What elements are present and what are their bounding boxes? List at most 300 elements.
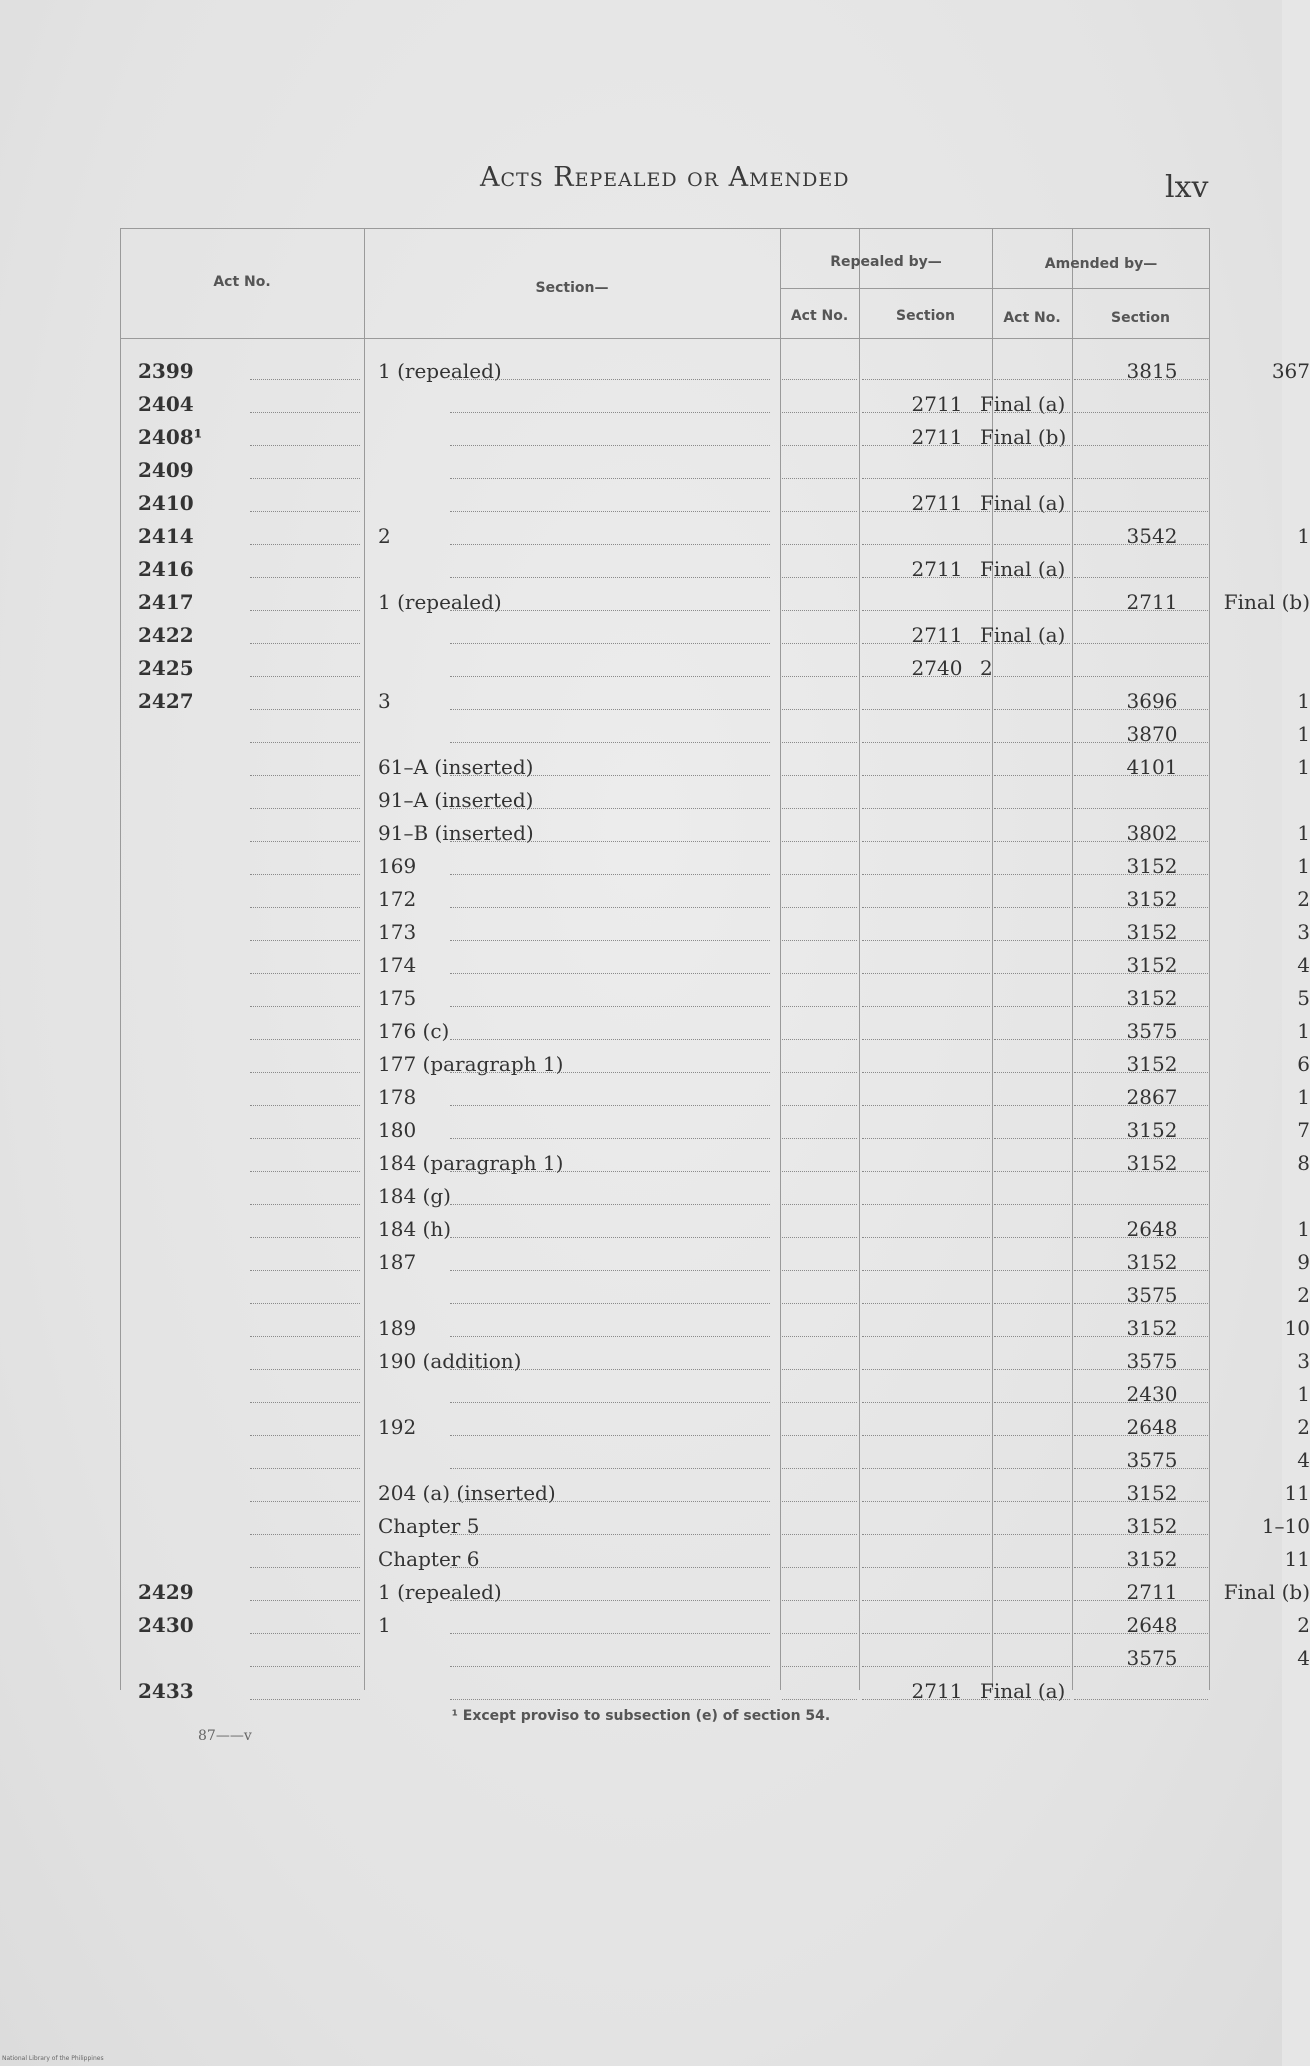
amended-section-cell: 1–10 bbox=[1261, 1514, 1310, 1538]
section-cell bbox=[378, 1280, 893, 1310]
table-row bbox=[120, 1379, 1310, 1409]
amended-act-cell: 3152 bbox=[1126, 887, 1178, 911]
amended-act-cell: 3152 bbox=[1126, 1118, 1178, 1142]
repealed-section-cell bbox=[980, 818, 1100, 848]
table-row bbox=[120, 356, 1310, 386]
repealed-act-cell: 2711 bbox=[911, 623, 963, 647]
act-no-cell bbox=[138, 1181, 360, 1211]
amended-act-cell: 3152 bbox=[1126, 986, 1178, 1010]
repealed-section-cell bbox=[980, 1478, 1100, 1508]
table-row bbox=[120, 620, 1210, 650]
amended-section-cell: 3 bbox=[1297, 920, 1310, 944]
amended-act-cell: 3802 bbox=[1126, 821, 1178, 845]
amended-act-cell: 3870 bbox=[1126, 722, 1178, 746]
table-row bbox=[120, 389, 1210, 419]
amended-section-cell: 1 bbox=[1297, 524, 1310, 548]
act-no-cell bbox=[138, 1214, 360, 1244]
amended-section-cell bbox=[1200, 488, 1310, 518]
act-no-cell bbox=[138, 1016, 360, 1046]
act-no-cell bbox=[138, 1544, 360, 1574]
table-row bbox=[120, 1247, 1310, 1277]
section-cell bbox=[378, 389, 893, 419]
repealed-section-cell bbox=[980, 1115, 1100, 1145]
amended-section-cell bbox=[1200, 785, 1310, 815]
repealed-section-cell bbox=[980, 950, 1100, 980]
act-no-cell bbox=[138, 1049, 360, 1079]
repealed-section-cell bbox=[980, 1346, 1100, 1376]
repealed-section-cell bbox=[980, 917, 1100, 947]
amended-act-cell: 3696 bbox=[1126, 689, 1178, 713]
table-row bbox=[120, 818, 1310, 848]
table-row bbox=[120, 1643, 1310, 1673]
amended-section-cell: 7 bbox=[1297, 1118, 1310, 1142]
section-cell: 172 bbox=[378, 887, 417, 911]
amended-act-cell bbox=[1112, 653, 1192, 683]
repealed-section-cell bbox=[980, 719, 1100, 749]
act-no-cell: 2430 bbox=[138, 1613, 194, 1637]
repealed-act-cell bbox=[902, 1313, 972, 1343]
act-no-cell bbox=[138, 884, 360, 914]
table-row bbox=[120, 1610, 1310, 1640]
amended-act-cell: 3152 bbox=[1126, 920, 1178, 944]
repealed-section-cell bbox=[980, 1610, 1100, 1640]
amended-act-cell bbox=[1112, 785, 1192, 815]
amended-section-cell: 1 bbox=[1297, 1382, 1310, 1406]
amended-act-cell bbox=[1112, 1676, 1192, 1706]
amended-section-cell: 11 bbox=[1284, 1481, 1310, 1505]
amended-act-cell bbox=[1112, 554, 1192, 584]
repealed-section-cell bbox=[980, 1445, 1100, 1475]
section-cell: 2 bbox=[378, 524, 391, 548]
repealed-act-cell bbox=[902, 356, 972, 386]
table-row bbox=[120, 1280, 1310, 1310]
amended-act-cell: 3575 bbox=[1126, 1283, 1178, 1307]
act-no-cell bbox=[138, 950, 360, 980]
repealed-section-cell bbox=[980, 1280, 1100, 1310]
repealed-act-cell: 2711 bbox=[911, 557, 963, 581]
repealed-act-cell bbox=[902, 1577, 972, 1607]
act-no-cell bbox=[138, 1346, 360, 1376]
section-cell: 178 bbox=[378, 1085, 417, 1109]
repealed-act-cell: 2711 bbox=[911, 392, 963, 416]
repealed-section-cell bbox=[980, 1082, 1100, 1112]
repealed-section-cell bbox=[980, 686, 1100, 716]
repealed-act-cell: 2711 bbox=[911, 491, 963, 515]
section-cell: 169 bbox=[378, 854, 417, 878]
amended-section-cell: 4 bbox=[1297, 953, 1310, 977]
subheader-amended-section: Section bbox=[1111, 310, 1170, 326]
table-row bbox=[120, 1511, 1310, 1541]
table-row bbox=[120, 752, 1310, 782]
table-row bbox=[120, 1313, 1310, 1343]
act-no-cell bbox=[138, 1148, 360, 1178]
amended-section-cell: 1 bbox=[1297, 1085, 1310, 1109]
table-row bbox=[120, 554, 1210, 584]
amended-act-cell bbox=[1112, 455, 1192, 485]
repealed-act-cell bbox=[902, 1280, 972, 1310]
amended-section-cell: 2 bbox=[1297, 1283, 1310, 1307]
section-cell: 180 bbox=[378, 1118, 417, 1142]
amended-section-cell: Final (b) bbox=[1223, 590, 1310, 614]
repealed-section-cell bbox=[980, 1544, 1100, 1574]
act-no-cell bbox=[138, 851, 360, 881]
section-cell: 175 bbox=[378, 986, 417, 1010]
amended-section-cell: 4 bbox=[1297, 1646, 1310, 1670]
act-no-cell bbox=[138, 1478, 360, 1508]
section-cell: 184 (g) bbox=[378, 1184, 451, 1208]
table-row bbox=[120, 884, 1310, 914]
act-no-cell bbox=[138, 983, 360, 1013]
repealed-act-cell: 2740 bbox=[911, 656, 963, 680]
act-no-cell bbox=[138, 752, 360, 782]
repealed-act-cell bbox=[902, 1643, 972, 1673]
amended-section-cell bbox=[1200, 422, 1310, 452]
repealed-act-cell bbox=[902, 1610, 972, 1640]
repealed-section-cell bbox=[980, 851, 1100, 881]
header-section: Section— bbox=[535, 280, 609, 296]
section-cell: 1 (repealed) bbox=[378, 590, 502, 614]
repealed-section-cell bbox=[980, 785, 1100, 815]
amended-section-cell bbox=[1200, 455, 1310, 485]
act-no-cell: 2425 bbox=[138, 656, 194, 680]
amended-section-cell: 10 bbox=[1284, 1316, 1310, 1340]
table-row bbox=[120, 1082, 1310, 1112]
amended-act-cell: 2648 bbox=[1126, 1613, 1178, 1637]
repealed-act-cell bbox=[902, 521, 972, 551]
amended-act-cell bbox=[1112, 1181, 1192, 1211]
amended-act-cell: 3152 bbox=[1126, 854, 1178, 878]
amended-section-cell: 1 bbox=[1297, 1019, 1310, 1043]
section-cell bbox=[378, 653, 893, 683]
repealed-section-cell bbox=[980, 1412, 1100, 1442]
repealed-act-cell bbox=[902, 884, 972, 914]
amended-act-cell: 3152 bbox=[1126, 1151, 1178, 1175]
repealed-section-cell bbox=[980, 1181, 1100, 1211]
amended-section-cell: 3 bbox=[1297, 1349, 1310, 1373]
amended-act-cell: 3152 bbox=[1126, 1481, 1178, 1505]
amended-section-cell: 2 bbox=[1297, 887, 1310, 911]
amended-act-cell: 3152 bbox=[1126, 953, 1178, 977]
act-no-cell bbox=[138, 719, 360, 749]
act-no-cell bbox=[138, 1082, 360, 1112]
repealed-act-cell bbox=[902, 1247, 972, 1277]
repealed-act-cell bbox=[902, 1544, 972, 1574]
table-row bbox=[120, 488, 1210, 518]
act-no-cell bbox=[138, 1643, 360, 1673]
repealed-section-cell bbox=[980, 587, 1100, 617]
section-cell: 189 bbox=[378, 1316, 417, 1340]
table-row bbox=[120, 1676, 1210, 1706]
act-no-cell bbox=[138, 1115, 360, 1145]
repealed-section-cell bbox=[980, 1379, 1100, 1409]
amended-section-cell bbox=[1200, 1676, 1310, 1706]
amended-act-cell: 2711 bbox=[1126, 1580, 1178, 1604]
repealed-act-cell bbox=[902, 983, 972, 1013]
section-cell: 173 bbox=[378, 920, 417, 944]
repealed-act-cell bbox=[902, 686, 972, 716]
amended-section-cell: 2 bbox=[1297, 1613, 1310, 1637]
amended-section-cell: 4 bbox=[1297, 1448, 1310, 1472]
amended-section-cell: 8 bbox=[1297, 1151, 1310, 1175]
table-row bbox=[120, 1115, 1310, 1145]
act-no-cell: 2408¹ bbox=[138, 425, 203, 449]
amended-section-cell: 11 bbox=[1284, 1547, 1310, 1571]
header-repealed-by: Repealed by— bbox=[830, 254, 942, 270]
repealed-section-cell: 2 bbox=[980, 656, 993, 680]
amended-act-cell: 2867 bbox=[1126, 1085, 1178, 1109]
amended-act-cell: 3152 bbox=[1126, 1547, 1178, 1571]
section-cell bbox=[378, 422, 893, 452]
section-cell bbox=[378, 1379, 893, 1409]
repealed-act-cell bbox=[902, 851, 972, 881]
repealed-act-cell bbox=[902, 1346, 972, 1376]
section-cell: 91–A (inserted) bbox=[378, 788, 534, 812]
footnote: ¹ Except proviso to subsection (e) of section 54. bbox=[451, 1708, 831, 1724]
repealed-act-cell bbox=[902, 785, 972, 815]
amended-section-cell: 367 bbox=[1271, 359, 1310, 383]
repealed-act-cell bbox=[902, 818, 972, 848]
repealed-section-cell bbox=[980, 1247, 1100, 1277]
header-act-no: Act No. bbox=[213, 274, 271, 290]
table-row bbox=[120, 1445, 1310, 1475]
amended-act-cell: 3575 bbox=[1126, 1349, 1178, 1373]
table-row bbox=[120, 653, 1210, 683]
repealed-section-cell bbox=[980, 1577, 1100, 1607]
subheader-repealed-section: Section bbox=[896, 308, 955, 324]
repealed-act-cell bbox=[902, 1181, 972, 1211]
repealed-section-cell: Final (a) bbox=[980, 1679, 1066, 1703]
repealed-section-cell: Final (a) bbox=[980, 623, 1066, 647]
section-cell bbox=[378, 620, 893, 650]
repealed-section-cell bbox=[980, 521, 1100, 551]
table-row bbox=[120, 1544, 1310, 1574]
table-row bbox=[120, 1016, 1310, 1046]
amended-act-cell: 2711 bbox=[1126, 590, 1178, 614]
table-row bbox=[120, 719, 1310, 749]
acts-table bbox=[120, 228, 1310, 1703]
repealed-act-cell bbox=[902, 752, 972, 782]
amended-section-cell: 2 bbox=[1297, 1415, 1310, 1439]
section-cell: 176 (c) bbox=[378, 1019, 450, 1043]
repealed-section-cell: Final (a) bbox=[980, 491, 1066, 515]
amended-act-cell: 3152 bbox=[1126, 1052, 1178, 1076]
table-row bbox=[120, 917, 1310, 947]
table-row bbox=[120, 785, 1210, 815]
table-row bbox=[120, 983, 1310, 1013]
repealed-section-cell: Final (a) bbox=[980, 557, 1066, 581]
section-cell: 204 (a) (inserted) bbox=[378, 1481, 556, 1505]
amended-section-cell bbox=[1200, 554, 1310, 584]
amended-act-cell: 2648 bbox=[1126, 1217, 1178, 1241]
section-cell bbox=[378, 719, 893, 749]
amended-section-cell bbox=[1200, 1181, 1310, 1211]
repealed-act-cell bbox=[902, 1016, 972, 1046]
amended-act-cell: 2648 bbox=[1126, 1415, 1178, 1439]
table-row bbox=[120, 422, 1210, 452]
act-no-cell: 2410 bbox=[138, 491, 194, 515]
amended-section-cell: 1 bbox=[1297, 755, 1310, 779]
repealed-act-cell bbox=[902, 1214, 972, 1244]
act-no-cell bbox=[138, 818, 360, 848]
repealed-act-cell bbox=[902, 917, 972, 947]
act-no-cell bbox=[138, 785, 360, 815]
amended-section-cell: 5 bbox=[1297, 986, 1310, 1010]
act-no-cell: 2409 bbox=[138, 458, 194, 482]
repealed-section-cell bbox=[980, 983, 1100, 1013]
repealed-section-cell bbox=[980, 356, 1100, 386]
table-row bbox=[120, 1049, 1310, 1079]
act-no-cell: 2429 bbox=[138, 1580, 194, 1604]
repealed-act-cell bbox=[902, 1082, 972, 1112]
amended-act-cell: 4101 bbox=[1126, 755, 1178, 779]
amended-act-cell bbox=[1112, 488, 1192, 518]
amended-section-cell: 1 bbox=[1297, 1217, 1310, 1241]
act-no-cell: 2433 bbox=[138, 1679, 194, 1703]
repealed-act-cell: 2711 bbox=[911, 425, 963, 449]
section-cell bbox=[378, 455, 893, 485]
table-row bbox=[120, 587, 1310, 617]
repealed-act-cell bbox=[902, 1049, 972, 1079]
amended-section-cell bbox=[1200, 653, 1310, 683]
repealed-section-cell bbox=[980, 1511, 1100, 1541]
repealed-section-cell: Final (b) bbox=[980, 425, 1067, 449]
amended-section-cell: 1 bbox=[1297, 689, 1310, 713]
amended-act-cell: 3152 bbox=[1126, 1514, 1178, 1538]
act-no-cell: 2422 bbox=[138, 623, 194, 647]
table-row bbox=[120, 1346, 1310, 1376]
amended-section-cell: 6 bbox=[1297, 1052, 1310, 1076]
section-cell: 91–B (inserted) bbox=[378, 821, 534, 845]
amended-section-cell: 1 bbox=[1297, 821, 1310, 845]
act-no-cell: 2416 bbox=[138, 557, 194, 581]
subheader-amended-act: Act No. bbox=[1003, 310, 1061, 326]
table-row bbox=[120, 455, 1210, 485]
section-cell: 174 bbox=[378, 953, 417, 977]
act-no-cell: 2414 bbox=[138, 524, 194, 548]
repealed-act-cell bbox=[902, 455, 972, 485]
repealed-act-cell bbox=[902, 950, 972, 980]
section-cell: Chapter 6 bbox=[378, 1547, 480, 1571]
table-row bbox=[120, 950, 1310, 980]
act-no-cell bbox=[138, 1445, 360, 1475]
repealed-section-cell bbox=[980, 1148, 1100, 1178]
amended-section-cell: Final (b) bbox=[1223, 1580, 1310, 1604]
amended-section-cell bbox=[1200, 389, 1310, 419]
act-no-cell bbox=[138, 1379, 360, 1409]
section-cell bbox=[378, 488, 893, 518]
repealed-act-cell: 2711 bbox=[911, 1679, 963, 1703]
table-row bbox=[120, 851, 1310, 881]
act-no-cell: 2399 bbox=[138, 359, 194, 383]
act-no-cell: 2427 bbox=[138, 689, 194, 713]
amended-act-cell: 3575 bbox=[1126, 1019, 1178, 1043]
section-cell: 187 bbox=[378, 1250, 417, 1274]
act-no-cell bbox=[138, 917, 360, 947]
section-cell: 184 (h) bbox=[378, 1217, 452, 1241]
amended-act-cell: 3152 bbox=[1126, 1316, 1178, 1340]
amended-section-cell: 9 bbox=[1297, 1250, 1310, 1274]
table-row bbox=[120, 1181, 1210, 1211]
section-cell bbox=[378, 1643, 893, 1673]
table-row bbox=[120, 521, 1310, 551]
amended-act-cell: 3152 bbox=[1126, 1250, 1178, 1274]
repealed-act-cell bbox=[902, 719, 972, 749]
repealed-section-cell bbox=[980, 455, 1100, 485]
section-cell: 61–A (inserted) bbox=[378, 755, 534, 779]
table-row bbox=[120, 686, 1310, 716]
repealed-act-cell bbox=[902, 1379, 972, 1409]
repealed-act-cell bbox=[902, 1148, 972, 1178]
act-no-cell: 2404 bbox=[138, 392, 194, 416]
repealed-section-cell bbox=[980, 884, 1100, 914]
amended-act-cell: 3575 bbox=[1126, 1646, 1178, 1670]
act-no-cell: 2417 bbox=[138, 590, 194, 614]
amended-act-cell: 3815 bbox=[1126, 359, 1178, 383]
section-cell: 177 (paragraph 1) bbox=[378, 1052, 564, 1076]
header-amended-by: Amended by— bbox=[1044, 256, 1158, 272]
section-cell: 1 bbox=[378, 1613, 391, 1637]
table-row bbox=[120, 1148, 1310, 1178]
act-no-cell bbox=[138, 1247, 360, 1277]
amended-act-cell: 3542 bbox=[1126, 524, 1178, 548]
repealed-section-cell bbox=[980, 752, 1100, 782]
repealed-act-cell bbox=[902, 1412, 972, 1442]
repealed-section-cell: Final (a) bbox=[980, 392, 1066, 416]
repealed-section-cell bbox=[980, 1049, 1100, 1079]
amended-act-cell bbox=[1112, 422, 1192, 452]
repealed-section-cell bbox=[980, 1643, 1100, 1673]
section-cell: Chapter 5 bbox=[378, 1514, 480, 1538]
amended-section-cell bbox=[1200, 620, 1310, 650]
signature-mark: 87——v bbox=[198, 1728, 252, 1744]
section-cell bbox=[378, 554, 893, 584]
section-cell: 192 bbox=[378, 1415, 417, 1439]
act-no-cell bbox=[138, 1511, 360, 1541]
act-no-cell bbox=[138, 1412, 360, 1442]
repealed-act-cell bbox=[902, 1445, 972, 1475]
page-number: lxv bbox=[1165, 170, 1209, 205]
section-cell: 184 (paragraph 1) bbox=[378, 1151, 564, 1175]
table-row bbox=[120, 1214, 1310, 1244]
table-row bbox=[120, 1577, 1310, 1607]
act-no-cell bbox=[138, 1313, 360, 1343]
section-cell bbox=[378, 1445, 893, 1475]
amended-act-cell: 3575 bbox=[1126, 1448, 1178, 1472]
table-row bbox=[120, 1412, 1310, 1442]
amended-act-cell: 2430 bbox=[1126, 1382, 1178, 1406]
library-imprint: National Library of the Philippines bbox=[2, 2055, 104, 2062]
repealed-act-cell bbox=[902, 1115, 972, 1145]
section-cell: 190 (addition) bbox=[378, 1349, 522, 1373]
repealed-section-cell bbox=[980, 1313, 1100, 1343]
repealed-act-cell bbox=[902, 587, 972, 617]
amended-act-cell bbox=[1112, 620, 1192, 650]
section-cell: 1 (repealed) bbox=[378, 1580, 502, 1604]
running-title: Acts Repealed or Amended bbox=[480, 162, 850, 193]
amended-section-cell: 1 bbox=[1297, 722, 1310, 746]
amended-act-cell bbox=[1112, 389, 1192, 419]
section-cell: 3 bbox=[378, 689, 391, 713]
table-row bbox=[120, 1478, 1310, 1508]
repealed-act-cell bbox=[902, 1478, 972, 1508]
repealed-section-cell bbox=[980, 1214, 1100, 1244]
subheader-repealed-act: Act No. bbox=[790, 308, 849, 324]
repealed-act-cell bbox=[902, 1511, 972, 1541]
amended-section-cell: 1 bbox=[1297, 854, 1310, 878]
section-cell bbox=[378, 1676, 893, 1706]
repealed-section-cell bbox=[980, 1016, 1100, 1046]
section-cell: 1 (repealed) bbox=[378, 359, 502, 383]
